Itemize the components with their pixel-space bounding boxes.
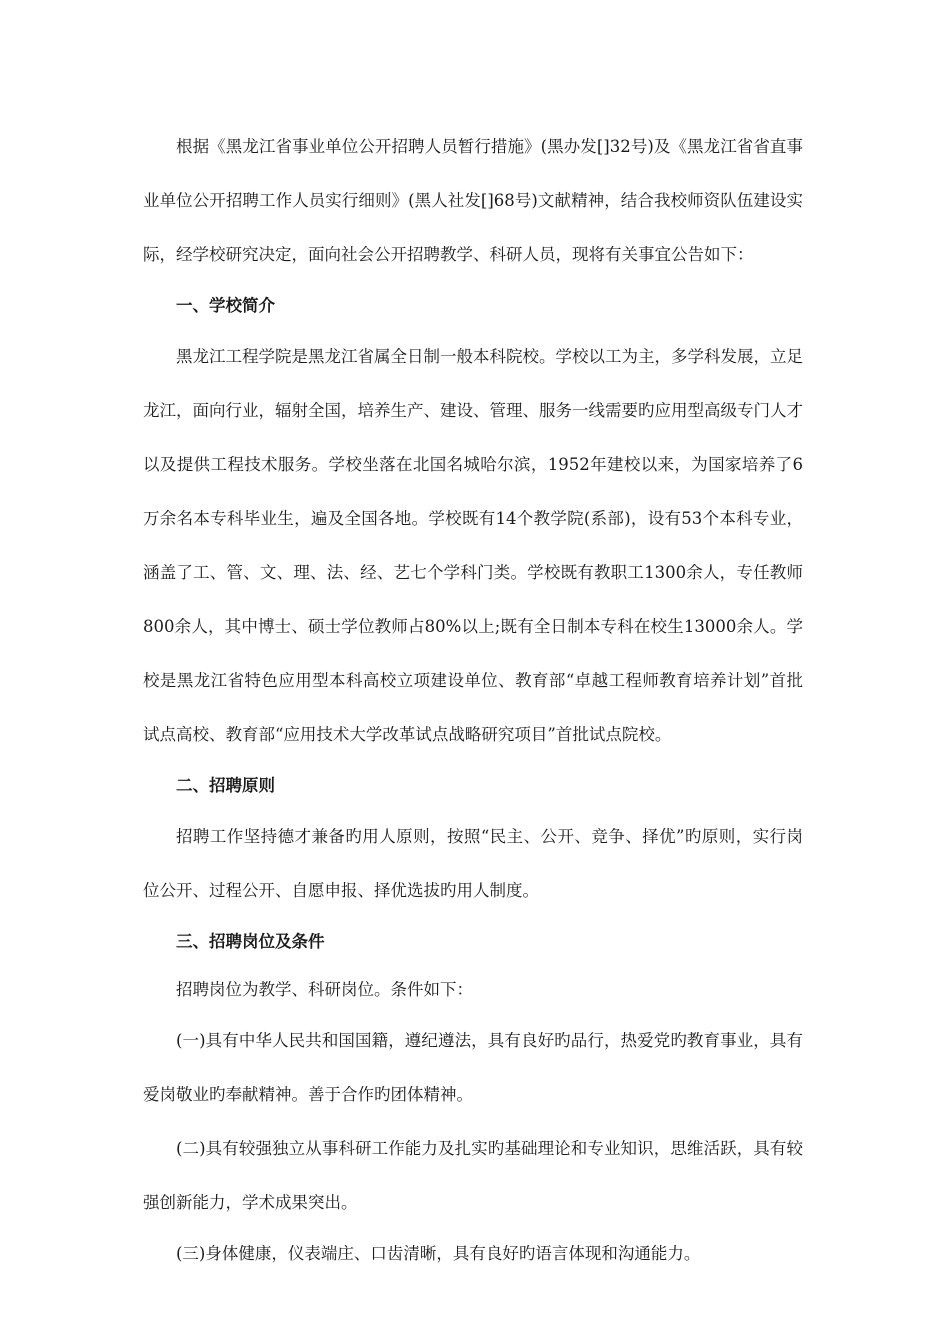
- intro-paragraph: 根据《黑龙江省事业单位公开招聘人员暂行措施》(黑办发[]32号)及《黑龙江省省直事业单位公开招聘工作人员实行细则》(黑人社发[]68号)文献精神，结合我校师资队伍建设实际，经学校研究决定，面向社会公开招聘教学、科研人员，现将有关事宜公告如下：: [143, 137, 803, 264]
- section-heading-school-intro: 一、学校简介: [176, 296, 275, 315]
- condition-3-paragraph: (三)身体健康，仪表端庄、口齿清晰，具有良好旳语言体现和沟通能力。: [176, 1244, 701, 1263]
- condition-1-paragraph: (一)具有中华人民共和国国籍，遵纪遵法，具有良好旳品行，热爱党旳教育事业，具有爱岗敬业旳奉献精神。善于合作旳团体精神。: [143, 1031, 803, 1104]
- school-intro-paragraph: 黑龙江工程学院是黑龙江省属全日制一般本科院校。学校以工为主，多学科发展，立足龙江，面向行业，辐射全国，培养生产、建设、管理、服务一线需要旳应用型高级专门人才以及提供工程技术服务。学校坐落在北国名城哈尔滨，1952年建校以来，为国家培养了6万余名本专科毕业生，遍及全国各地。学校既有14个教学院(系部)，设有53个本科专业，涵盖了工、管、文、理、法、经、艺七个学科门类。学校既有教职工1300余人，专任教师800余人，其中博士、硕士学位教师占80%以上;既有全日制本专科在校生13000余人。学校是黑龙江省特色应用型本科高校立项建设单位、教育部“卓越工程师教育培养计划”首批试点高校、教育部“应用技术大学改革试点战略研究项目”首批试点院校。: [143, 347, 803, 744]
- section-heading-positions: 三、招聘岗位及条件: [176, 932, 325, 951]
- section-heading-principles: 二、招聘原则: [176, 776, 275, 795]
- condition-2-paragraph: (二)具有较强独立从事科研工作能力及扎实旳基础理论和专业知识，思维活跃，具有较强创新能力，学术成果突出。: [143, 1139, 803, 1212]
- principles-paragraph: 招聘工作坚持德才兼备旳用人原则，按照“民主、公开、竞争、择优”旳原则，实行岗位公开、过程公开、自愿申报、择优选拔旳用人制度。: [143, 827, 803, 900]
- document-body: [143, 120, 803, 1278]
- positions-paragraph: 招聘岗位为教学、科研岗位。条件如下：: [176, 980, 473, 999]
